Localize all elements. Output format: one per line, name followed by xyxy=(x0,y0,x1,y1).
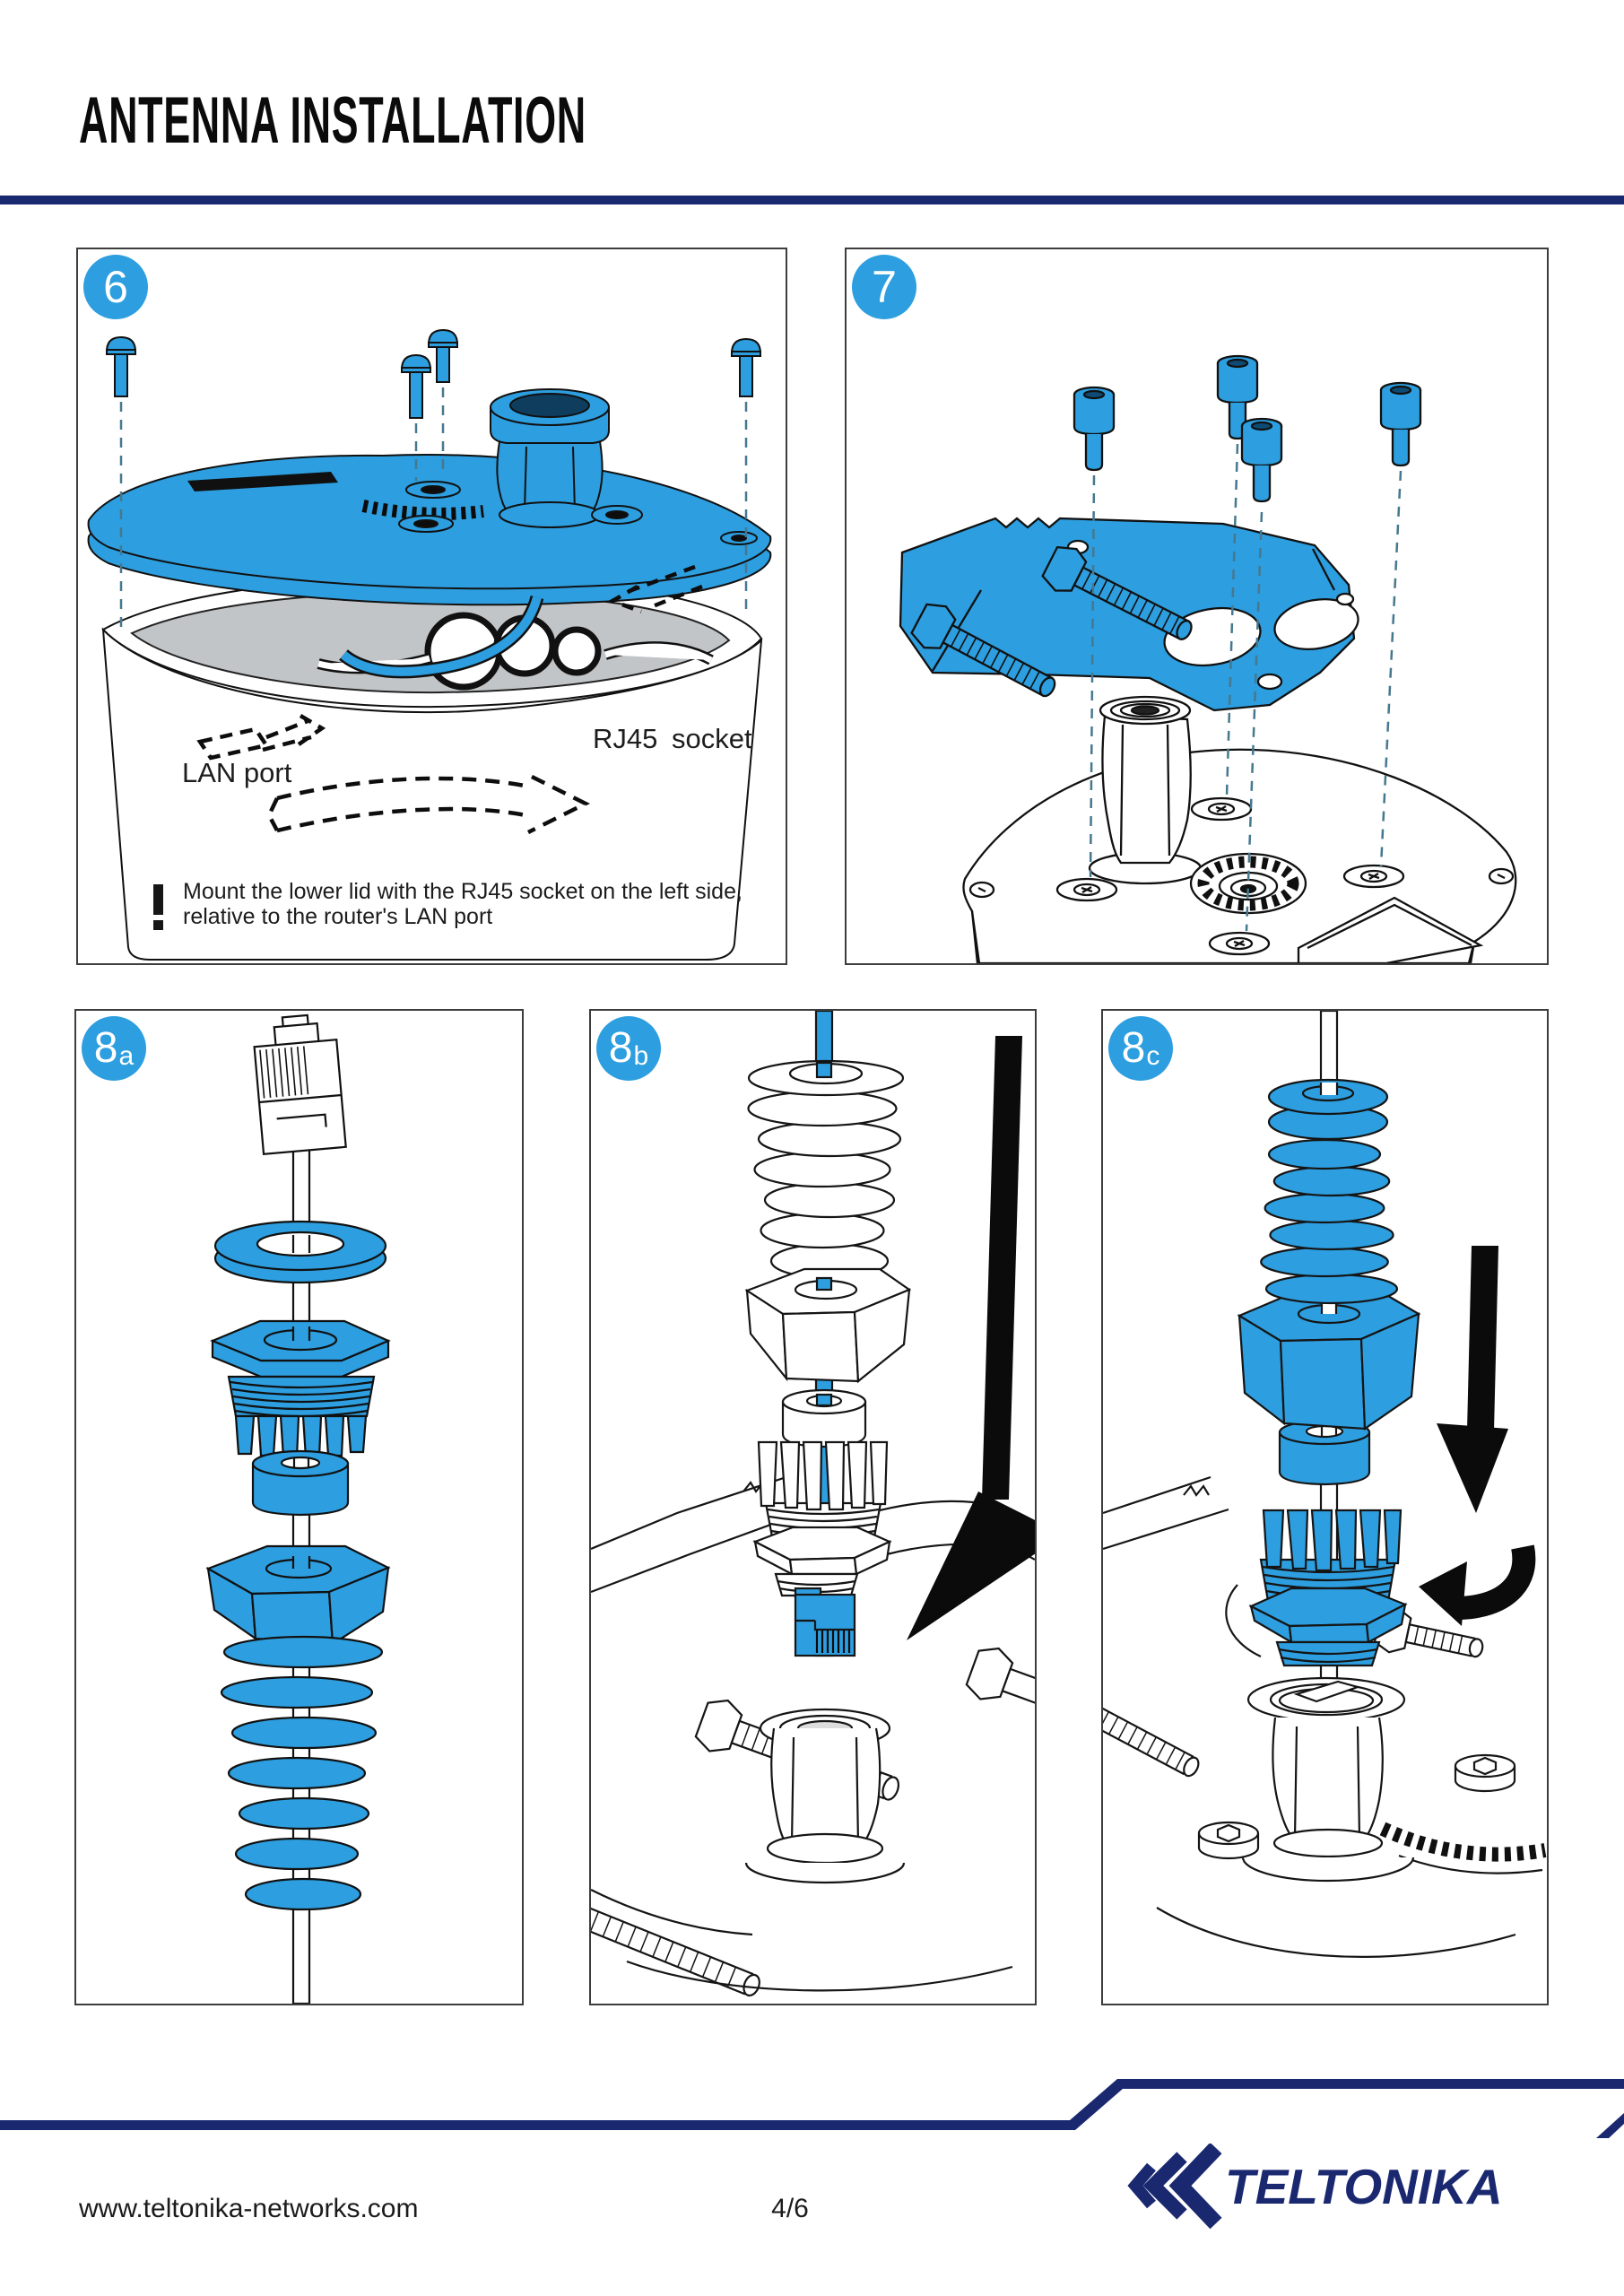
teltonika-logo xyxy=(1112,2144,1542,2234)
rj45-plug xyxy=(252,1013,346,1153)
step-8c-badge: 8 c xyxy=(1108,1016,1173,1081)
lid-exploded-illustration xyxy=(78,249,786,963)
spring-boot-blue xyxy=(1261,1080,1397,1303)
rj45-socket-label: RJ45 socket xyxy=(593,723,752,754)
step-6-panel xyxy=(76,248,787,965)
website-link[interactable]: www.teltonika-networks.com xyxy=(79,2194,419,2223)
rj45-plug-blue xyxy=(795,1588,855,1656)
antenna-mount-white xyxy=(1243,1678,1413,1881)
step-8c-panel xyxy=(1101,1009,1549,2005)
threaded-rod xyxy=(591,1907,762,1998)
hex-nut-white xyxy=(747,1269,909,1381)
exclamation-icon xyxy=(153,884,163,930)
teltonika-logo-icon xyxy=(1135,2148,1216,2223)
page-indicator: 4/6 xyxy=(771,2194,809,2223)
push-down-arrow xyxy=(1437,1246,1508,1513)
strain-relief-nut xyxy=(208,1546,388,1644)
step-8a-panel xyxy=(74,1009,524,2005)
washer xyxy=(215,1222,386,1283)
step-6-badge: 6 xyxy=(83,255,148,319)
step-8a-badge: 8 a xyxy=(82,1016,146,1081)
mount-warning-text xyxy=(183,879,743,929)
hex-nut-blue xyxy=(1239,1291,1419,1429)
gland-slide-illustration xyxy=(591,1011,1035,2004)
title-divider xyxy=(0,196,1624,204)
gland-parts-illustration xyxy=(76,1011,522,2004)
bracket-mounting-illustration xyxy=(847,249,1547,963)
step-8b-panel xyxy=(589,1009,1037,2005)
spring-boot-white xyxy=(749,1061,904,1278)
warning-line-1: Mount the lower lid with the RJ45 socket on the left side, xyxy=(183,879,743,904)
spring-boot xyxy=(221,1637,382,1909)
antenna-mount-blue xyxy=(491,389,609,527)
hex-socket-screw xyxy=(1455,1755,1515,1791)
page-title: ANTENNA INSTALLATION xyxy=(79,83,586,158)
gland-hole xyxy=(1191,854,1306,913)
step-8b-badge: 8 b xyxy=(596,1016,661,1081)
seal-white xyxy=(783,1390,865,1447)
lan-port-label: LAN port xyxy=(182,757,292,788)
teltonika-logo-text: TELTONIKA xyxy=(1225,2159,1503,2214)
slide-down-arrow xyxy=(907,1036,1035,1640)
seal-cylinder xyxy=(253,1451,348,1515)
clamp-bolt xyxy=(963,1642,1035,1724)
step-7-badge: 7 xyxy=(852,255,916,319)
hex-socket-screw xyxy=(1199,1822,1258,1858)
lid-screws xyxy=(107,330,760,418)
seal-blue xyxy=(1280,1421,1369,1484)
threaded-rod xyxy=(1103,1701,1202,1779)
bracket-screws xyxy=(1074,356,1420,501)
warning-line-2: relative to the router's LAN port xyxy=(183,904,493,929)
gland-tighten-illustration xyxy=(1103,1011,1547,2004)
footer-stripe xyxy=(0,2070,1624,2142)
step-7-panel xyxy=(845,248,1549,965)
mounting-bracket xyxy=(900,518,1362,710)
rotate-clockwise-arrow xyxy=(1419,1547,1524,1626)
